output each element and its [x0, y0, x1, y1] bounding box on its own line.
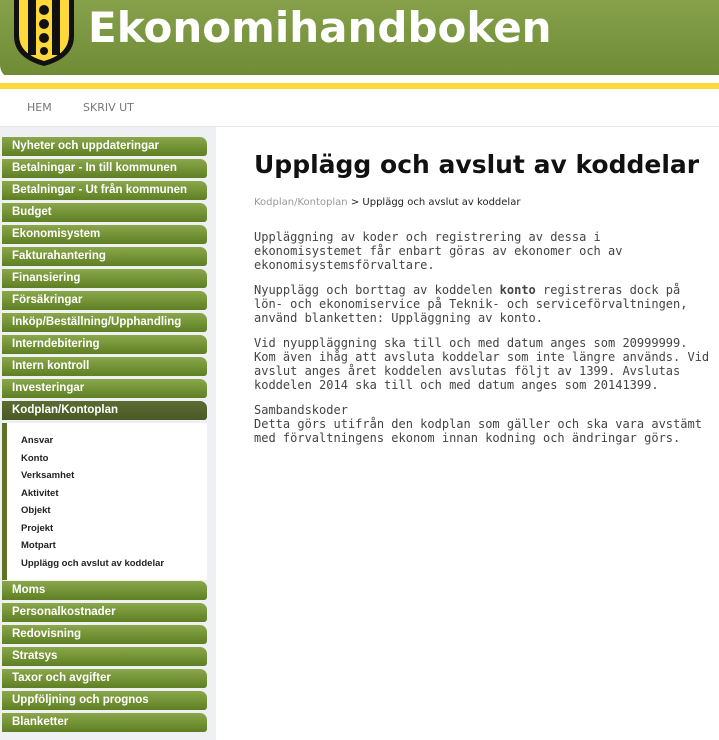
sidebar-item-kodplan[interactable]: Kodplan/Kontoplan [2, 401, 207, 420]
sidebar-item-fakturahantering[interactable]: Fakturahantering [2, 247, 207, 266]
breadcrumb-separator: > [350, 197, 360, 208]
sidebar-item-taxor[interactable]: Taxor och avgifter [2, 669, 207, 688]
breadcrumb [254, 197, 520, 208]
sidebar-item-finansiering[interactable]: Finansiering [2, 269, 207, 288]
submenu-item-objekt[interactable]: Objekt [21, 505, 51, 516]
site-title[interactable]: Ekonomihandboken [88, 3, 552, 52]
sidebar-item-nyheter[interactable]: Nyheter och uppdateringar [2, 137, 207, 156]
sidebar-item-investeringar[interactable]: Investeringar [2, 379, 207, 398]
sidebar-item-redovisning[interactable]: Redovisning [2, 625, 207, 644]
paragraph-datum: Vid nyuppläggning ska till och med datum anges som 20999999. Kom även ihåg att avsluta koddelar som inte längre används. Vid avslut anges året koddelen avslutas följt av 1399. Avslutas koddelen 2014 ska till och med datum anges som 20141399. [254, 336, 710, 392]
sidebar-item-budget[interactable]: Budget [2, 203, 207, 222]
breadcrumb-link-kodplan[interactable]: Kodplan/Kontoplan [254, 197, 348, 208]
sidebar-item-inkop[interactable]: Inköp/Beställning/Upphandling [2, 313, 207, 332]
sidebar-item-moms[interactable]: Moms [2, 581, 207, 600]
sidebar-submenu-kodplan [2, 423, 207, 580]
site-header [0, 0, 719, 79]
sidebar-item-blanketter[interactable]: Blanketter [2, 713, 207, 732]
sidebar-item-personalkostnader[interactable]: Personalkostnader [2, 603, 207, 622]
article-body [254, 230, 714, 456]
header-gap [0, 75, 719, 83]
municipal-coat-of-arms-icon[interactable] [10, 0, 78, 66]
paragraph-konto-end: registreras dock på lön- och ekonomiservice på Teknik- och serviceförvaltningen, använd blanketten: Uppläggning av konto. [254, 283, 688, 325]
sidebar-item-betalningar-in[interactable]: Betalningar - In till kommunen [2, 159, 207, 178]
paragraph-konto-start: Nyupplägg och borttag av koddelen [254, 283, 500, 297]
submenu-item-verksamhet[interactable]: Verksamhet [21, 470, 75, 481]
nav-home-link[interactable]: HEM [27, 101, 52, 114]
top-navigation [0, 89, 719, 127]
submenu-item-motpart[interactable]: Motpart [21, 540, 56, 551]
nav-print-link[interactable]: SKRIV UT [83, 101, 134, 114]
sidebar-item-stratsys[interactable]: Stratsys [2, 647, 207, 666]
sidebar-item-intern-kontroll[interactable]: Intern kontroll [2, 357, 207, 376]
paragraph-sambandskoder: Detta görs utifrån den kodplan som gäller och ska vara avstämt med förvaltningens ekonom innan kodning och ändringar görs. [254, 417, 702, 445]
breadcrumb-current: Upplägg och avslut av koddelar [362, 197, 521, 208]
submenu-item-ansvar[interactable]: Ansvar [21, 435, 54, 446]
sidebar-item-uppfoljning[interactable]: Uppföljning och prognos [2, 691, 207, 710]
paragraph-konto-bold: konto [499, 283, 536, 297]
submenu-item-upplagg[interactable]: Upplägg och avslut av koddelar [21, 558, 165, 569]
paragraph-sambandskoder-heading: Sambandskoder [254, 403, 348, 417]
paragraph-intro: Uppläggning av koder och registrering av dessa i ekonomisystemet får enbart göras av ekonomer och av ekonomisystemsförvaltare. [254, 230, 623, 272]
submenu-item-projekt[interactable]: Projekt [21, 523, 54, 534]
paragraph-konto [254, 283, 714, 325]
sidebar-item-betalningar-ut[interactable]: Betalningar - Ut från kommunen [2, 181, 207, 200]
sidebar-item-ekonomisystem[interactable]: Ekonomisystem [2, 225, 207, 244]
sidebar-item-interndebitering[interactable]: Interndebitering [2, 335, 207, 354]
submenu-item-konto[interactable]: Konto [21, 453, 49, 464]
sidebar-item-forsakringar[interactable]: Försäkringar [2, 291, 207, 310]
page-title: Upplägg och avslut av koddelar [254, 150, 700, 179]
submenu-item-aktivitet[interactable]: Aktivitet [21, 488, 59, 499]
